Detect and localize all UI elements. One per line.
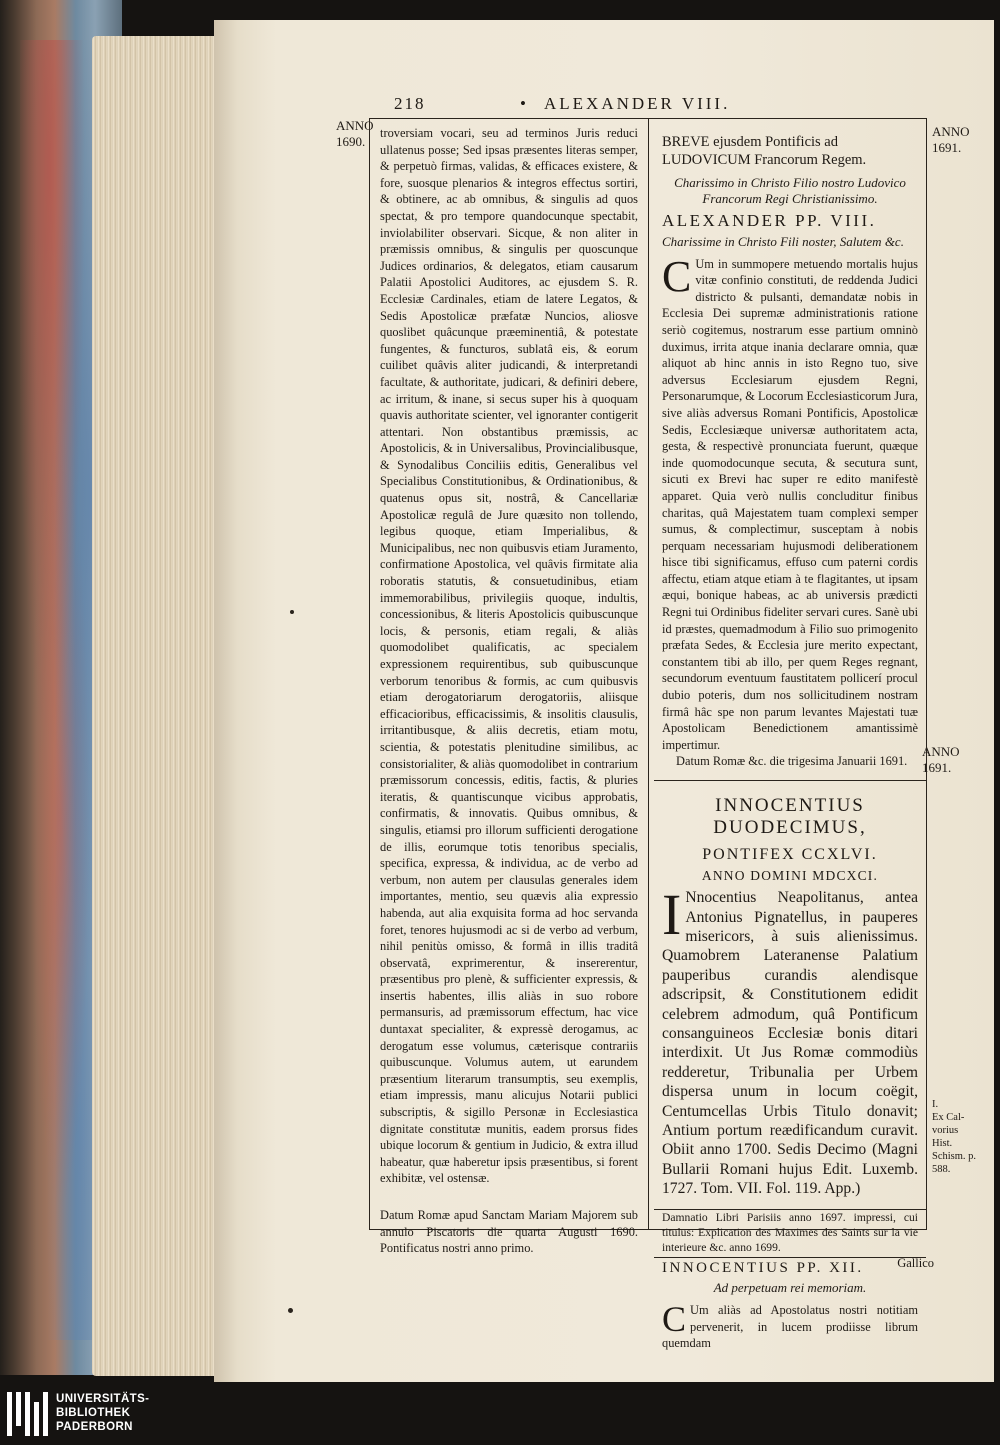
running-title: ALEXANDER VIII. [544,94,731,113]
page-edges [92,36,214,1376]
header-ornament: • [520,94,528,113]
drop-cap-c2: C [662,1299,687,1340]
ink-spot [288,1308,293,1313]
salutation: Charissime in Christo Fili noster, Salutem &c. [662,233,904,249]
margin-year-right-mid: ANNO 1691. [922,744,960,775]
library-logo-mark [6,1390,52,1438]
running-head [394,94,954,116]
column-divider [648,119,649,1229]
letter-text: Um in summopere metuendo mortalis hujus vitæ confinio constituti, de reddenda Judici districto & pulsanti, demandatæ nobis in Ecclesia Dei supremæ administrationis ratione seriò cogitemus, nostrarum esse partium omninò duximus, irrita atque inania declarare omnia, quæ aliquot ab hinc annis in isto Regno tuo, sive adversus Ecclesiarum ejusdem Regni, Personarumque, & Locorum Ecclesiasticorum Jura, sive aliàs adversus Romani Pontificis, Apostolicæ Sedis, Ecclesiæque universæ authoritatem acta, gesta, & respectivè pronunciata fuerunt, quæque inde quomodocunque secuta, & secutura sunt, sicuti ex Brevi hac super re edito manifestè apparet. Quia verò nullis concluditur finibus charitas, quâ Majestatem tuam complexi semper sumus, & complectimur, susceptam à nobis perquam necessariam hujusmodi deliberationem hisce tibi significamus, effuso cum paterni cordis affectu, etiam atque etiam à te flagitantes, ut ipsam æqui, bonique habeas, ac ab universis prædicti Regni tui Ordinibus fideliter servari cures. Sanè ubi id præstes, quemadmodum à Filio suo primogenito præfata Sedes, & Ecclesia jure merito expectant, constantem tibi ab illo, per quem Reges regnant, secundorum eventuum faustitatem pollicerí procul dubio poteris, dum nos sollicitudinem nostram firmâ hâc spe non parum levantes Majestati tuæ Apostolicam Benedictionem amantissimè impertimur. [662,256,919,752]
pope2-heading: INNOCENTIUS PP. XII. [662,1259,864,1276]
damnatio-rule [654,1257,926,1258]
book-page [214,20,994,1382]
drop-cap-c: C [662,251,692,301]
margin-source-note: I. Ex Cal- vorius Hist. Schism. p. 588. [932,1099,977,1175]
margin-year-right-top: ANNO 1691. [932,124,970,155]
library-name: UNIVERSITÄTS- BIBLIOTHEK PADERBORN [56,1393,150,1433]
breve-title: BREVE ejusdem Pontificis ad LUDOVICUM Francorum Regem. [662,134,867,168]
left-column [380,125,638,1257]
pontifex-number: PONTIFEX CCXLVI. [702,846,878,863]
section-rule [654,780,926,781]
ink-spot [290,610,294,614]
letter-address: Charissimo in Christo Filio nostro Ludovico Francorum Regi Christianissimo. [674,175,906,206]
catchword: Gallico [897,1256,934,1270]
pope-section-heading: INNOCENTIUS DUODECIMUS, [713,795,867,838]
library-logo [6,1390,166,1438]
anno-domini: ANNO DOMINI MDCXCI. [701,867,879,883]
letter-datum: Datum Romæ &c. die trigesima Januarii 1691. [676,754,908,769]
drop-cap-i: I [662,882,682,948]
page-number: 218 [394,94,426,113]
right-column [662,125,918,1352]
left-body-text: troversiam vocari, seu ad terminos Juris reduci ullatenus posse; Sed ipsas præsentes literas semper, & perpetuò firmas, validas, & efficaces existere, & fore, suosque plenarios & integros effectus sortiri, & obtinere, ac ab omnibus, & singulis ad quos spectat, & pro tempore quandocunque spectabit, inviolabiliter observari. Sicque, & non aliter in præmissis omnibus, & singulis per quoscunque Judices ordinarios, & delegatos, etiam causarum Palatii Apostolici Auditores, ac ejusdem S. R. Ecclesiæ Cardinales, etiam de latere Legatos, & Sedis Apostolicæ præfatæ Nuncios, aliosve quoslibet quâcunque præeminentiâ, & potestate fungentes, & functuros, sublatâ eis, & eorum cuilibet quâvis aliter judicandi, & interpretandi facultate, & authoritate, judicari, & definiri debere, ac irritum, & inane, si secus super his à quoquam quavis authoritate scienter, vel ignoranter contigerit attentari. Non obstantibus præmissis, ac Apostolicis, & in Universalibus, Provincialibusque, & Synodalibus Conciliis editis, Generalibus vel Specialibus Constitutionibus, & Ordinationibus, & quatenus opus sit, nostrâ, & Cancellariæ Apostolicæ regulâ de Jure quæsito non tollendo, legibus quoque, etiam Imperialibus, & Municipalibus, nec non quibusvis etiam Juramento, confirmatione Apostolica, vel quâvis firmitate alia roboratis statutis, & consuetudinibus, etiam immemorabilibus, privilegiis quoque, indultis, concessionibus, & literis Apostolicis quibuscunque locis, & personis, etiam regali, & aliàs quomodolibet qualificatis, ac specialem expressionem requirentibus, sub quibuscunque verborum tenoribus & formis, ac cum quibusvis etiam derogatoriarum derogatoriis, aliisque efficacioribus, efficacissimis, & insolitis clausulis, irritantibusque, & aliis decretis, etiam motu, scientia, & potestatis plenitudine similibus, ac consistorialiter, & aliàs quomodolibet in contrarium præmissorum concessis, editis, factis, & pluries iteratis, & quantiscunque vicibus approbatis, confirmatis, & innovatis. Quibus omnibus, & singulis, etiamsi pro illorum sufficienti derogatione de illis, eorumque totis tenoribus specialis, specifica, expressa, & individua, ac de verbo ad verbum, non autem per clausulas generales idem importantes, mentio, seu quævis alia expressio habenda, aut alia exquisita forma ad hoc servanda foret, tenores hujusmodi ac si de verbo ad verbum, nihil penitùs omisso, & formâ in illis traditâ observatâ, exprimerentur, & insererentur, præsentibus pro plenè, & sufficienter expressis, & insertis habentes, illis aliàs in suo robore permansuris, ad præmissorum effectum, hac vice duntaxat specialiter, & expressè derogamus, ac derogatum esse volumus, cæterisque contrariis quibuscunque. Volumus autem, ut earundem præsentium literarum transumptis, seu exemplis, etiam impressis, manu alicujus Notarii publici subscriptis, & sigillo Personæ in Ecclesiastica dignitate constitutæ munitis, eadem prorsus fides ubique locorum & gentium in Judicio, & extra illud habeatur, quæ haberetur ipsis præsentibus, si forent exhibitæ, vel ostensæ. [380,126,638,1186]
margin-year-left: ANNO 1690. [336,118,374,149]
biography-text: Nnocentius Neapolitanus, antea Antonius Pignatellus, in pauperes misericors, à suis alienissimus. Quamobrem Lateranense Palatium pauperibus curandis alendisque adscripsit, & Constitutionem edidit celebrem admodum, quâ Pontificum consanguineos Ecclesiæ bonis ditari interdixit. Ut Jus Romæ commodiùs redderetur, Tribunalia per Urbem dispersa unum in locum coëgit, Centumcellas Urbis Titulo donavit; Antium portum reædificandum curavit. Obiit anno 1700. Sedis Decimo (Magni Bullarii Romani hujus Edit. Luxemb. 1727. Tom. VII. Fol. 119. App.) [662,889,918,1198]
perpetual-memory: Ad perpetuam rei memoriam. [713,1280,867,1296]
left-datum: Datum Romæ apud Sanctam Mariam Majorem sub annulo Piscatoris die quarta Augusti 1690. Pontificatus nostri anno primo. [380,1208,638,1256]
pope-heading: ALEXANDER PP. VIII. [662,211,877,230]
damnatio-note: Damnatio Libri Parisiis anno 1697. impressi, cui titulus: Explication des Maximes des Saints sur la vie interieure &c. anno 1699. [662,1210,918,1254]
final-text: Um aliàs ad Apostolatus nostri notitiam pervenerit, in lucem prodiisse librum quemdam [662,1303,918,1351]
